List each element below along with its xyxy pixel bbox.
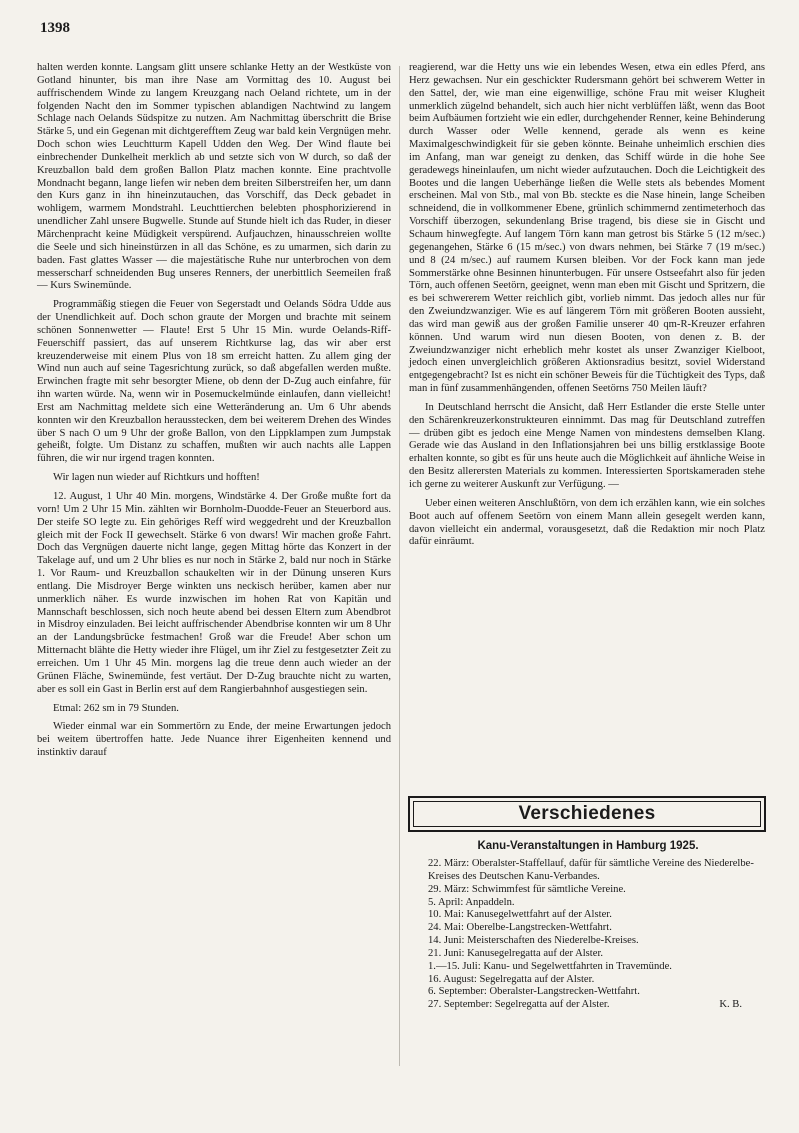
event-item: 16. August: Segelregatta auf der Alster.: [428, 973, 595, 985]
event-item: 21. Juni: Kanusegelregatta auf der Alster.: [428, 947, 604, 959]
paragraph: Ueber einen weiteren Anschlußtörn, von dem ich erzählen kann, wie ein solches Boot auch auf offenem Seetörn von einem Mann allein gesegelt werden kann, davon vielleicht ein andermal, vorausgesetzt, daß die Redaktion mir noch Platz dafür einräumt.: [409, 497, 765, 548]
left-column: [37, 62, 391, 766]
paragraph: halten werden konnte. Langsam glitt unsere schlanke Hetty an der Westküste von Gotland hinunter, bis man ihre Nase am Vormittag des 10. August bei auffrischendem Winde zu langem Kreuzgang nach Oeland richtete, um in der folgenden Nacht den im Sommer typischen ablandigen Nachtwind zu langem Schlage nach Oelands Südspitze zu nutzen. Am Nachmittag überschritt die Brise Stärke 5, und ein Gegenan mit dichtgerefftem Zeug war bald kein Vergnügen mehr. Doch schon wies Leuchtturm Kapell Udden den Weg. Der Wind flaute bei einbrechender Dunkelheit merklich ab und setzte sich von W durch, so daß der Kreuzballon bald dem großen Ballon Platz machen konnte. Eine prachtvolle Mondnacht begann, lange liefen wir neben dem breiten Silberstreifen her, um dann den Kurs ganz in ihn hineinzutauchen, das Vorschiff, das Deck gebadet in wohligem, warmem Mondstrahl. Leuchttierchen belebten phosphorizierend in unendlicher Zahl unsere Bugwelle. Stunde auf Stunde hielt ich das Ruder, in dieser Märchenpracht keine Müdigkeit verspürend. Aufjauchzen, hinausschreien wollte die Seele und sich hineinstürzen in all das Schöne, es zu umarmen, sich darin zu baden. Fast glattes Wasser — die majestätische Ruhe nur unterbrochen von dem messerscharf schneidenden Bug unseres Renners, der unerbittlich Seemeilen fraß — Kurs Swinemünde.: [37, 62, 391, 292]
section-header-box: [408, 796, 766, 832]
event-item: 6. September: Oberalster-Langstrecken-Wettfahrt.: [428, 986, 640, 998]
paragraph: reagierend, war die Hetty uns wie ein lebendes Wesen, etwa ein edles Pferd, ans Herz gewachsen. Nur ein geschickter Rudersmann gehört bei schwerem Wetter in den Sattel, der, wie man eine eigenwillige, schöne Frau mit weiser Klugheit unmerklich zügelnd behandelt, sich auch hier nicht verblüffen läßt, wenn das Boot beim Aufbäumen fortzieht wie ein edler, durchgehender Renner, keine Behinderung durch Wasser oder Welle kennend, gerade als wenn es keine Maximalgeschwindigkeit für sie geben könnte. Beinahe unheimlich erschien dies im Anfang, man war geneigt zu denken, das Schiff würde in die hohe See geradewegs hineinlaufen, um nicht wieder aufzutauchen. Doch die Leichtigkeit des Bootes und die langen Ueberhänge ließen die Welle stets als bebendes Moment erscheinen. Mal von Stb., mal von Bb. steckte es die Nase hinein, lange Scheiben schneidend, die in vollkommener Ebene, grünlich schimmernd zentimeterhoch das Vorschiff überzogen, sekundenlang Brise tragend, bis diese sie in Gischt und Schaum hinwegfegte. Auf langem Törn kann man getrost bis Stärke 5 (12 m/sec.) gegenangehen, Stärke 6 (15 m/sec.) von dwars nehmen, bei Stärke 7 (19 m/sec.) und 8 (24 m/sec.) auf raumem Kursen bleiben. Vor der Fock kann man jede Sommerstärke ohne Besinnen hinunterbugen. Für unsere Ostseefahrt also für jeden Törn, auch offenen Seetörn, geeignet, wenn man eben mit Gischt und Spritzern, die es bei schwererem Wetter reichlich gibt, vorlieb nimmt. Das jedoch alles nur für den Zweiundzwanziger. Wie es auf längerem Törn mit größeren Booten aussieht, das wird man gewiß aus der großen Familie unserer 40 qm-R-Kreuzer erfahren können. Und warum wird nun diesen Booten, von denen z. B. der Zweiundzwanziger nicht erheblich mehr kostet als unser Zwanziger Kielboot, jedoch einen unvergleichlich größeren Aktionsradius besitzt, soviel Widerstand entgegengebracht? Ist es nicht ein schöner Beweis für die Tüchtigkeit des Typs, daß man in fünf zusammenhängenden, offenen Seetörns 750 Meilen läuft?: [409, 62, 765, 395]
event-item: [428, 999, 768, 1012]
right-column: [409, 62, 765, 555]
paragraph: 12. August, 1 Uhr 40 Min. morgens, Windstärke 4. Der Große mußte fort da vorn! Um 2 Uhr 15 Min. zählten wir Bornholm-Duodde-Feuer an Steuerbord aus. Der steife SO legte zu. Ein gehöriges Reff wird weggedreht und der Kreuzballon gleich mit der Fock II gewechselt. Stärke 6 von dwars! Wir machen große Fahrt. Doch das Vergnügen dauerte nicht lange, gegen Mittag hörte das Konzert in der Takelage auf, und um 2 Uhr blies es nur noch in Stärke 2, bald nur noch in Stärke 1. Vor Raum- und Kreuzballon schaukelten wir in der Dünung unseren Kurs entlang. Die Misdroyer Berge winkten uns neckisch herüber, kamen aber nur unmerklich näher. Es wurde inzwischen im hohen Rat von Kapitän und Mannschaft beschlossen, sich noch heute abend bei dessen Eltern zum Abendbrot in Misdroy einzuladen. Bei leicht auffrischender Abendbrise konnten wir um 8 Uhr an der Landungsbrücke festmachen! Groß war die Freude! Aber schon um Mitternacht blähte die Hetty wieder ihre Flügel, um ihr Ziel zu festgesetzter Zeit zu erreichen. Um 1 Uhr 45 Min. morgens lag die treue denn auch wieder an der Grünen Fläche, Swinemünde, fest vertäut. Der D-Zug brauchte nicht zu warten, aber es soll ein Gast in Berlin erst auf dem Rangierbahnhof ausgestiegen sein.: [37, 491, 391, 695]
paragraph: Programmäßig stiegen die Feuer von Segerstadt und Oelands Södra Udde aus der Unendlichkeit auf. Doch schon graute der Morgen und brachte mit seinem schönen Sonnenwetter — Flaute! Erst 5 Uhr 15 Min. wurde Oelands-Riff-Feuerschiff passiert, das auf unserem Richtkurse lag, das wir aber erst kreuzenderweise mit einem Plus von 18 sm erreicht hatten. Zu allem ging der Wind nun auch auf seine Tagesrichtung zurück, so daß abgefallen werden mußte. Erwinchen fragte mit sehr besorgter Miene, ob denn der D-Zug auch einfahre, für ihn warten würde. Na, wenn wir in Posemuckelmünde einlaufen, dann vielleicht! Erst am Nachmittag meldete sich eine Wetteränderung an. Um 6 Uhr abends konnten wir den Kreuzballon herausstecken, dem bei weiterem Drehen des Windes über S nach O um 9 Uhr der große Ballon, von den Lippklampen zum Jumpstak geheißt, folgte. Um Distanz zu schaffen, mußten wir auch nachts alle Lappen führen, die wir nur irgend tragen konnten.: [37, 299, 391, 465]
paragraph: In Deutschland herrscht die Ansicht, daß Herr Estlander die erste Stelle unter den Schärenkreuzerkonstrukteuren einnimmt. Das mag für Deutschland zutreffen — drüben gibt es jedoch eine Menge Namen von mindestens demselben Klang. Gerade wie das Ausland in den Inflationsjahren bei uns billig erstklassige Boote erhalten konnte, so gibt es für uns heute auch die Möglichkeit auf ähnliche Weise in den Besitz allerersten Materials zu kommen. Interessierten Sportskameraden stehe ich gerne zu weiterer Auskunft zur Verfügung. —: [409, 401, 765, 490]
page-number: 1398: [40, 20, 70, 36]
events-list: [428, 858, 768, 1012]
event-item: 22. März: Oberalster-Staffellauf, dafür für sämtliche Vereine des Niederelbe-Kreises des Deutschen Kanu-Verbandes.: [428, 858, 754, 882]
event-item: 14. Juni: Meisterschaften des Niederelbe-Kreises.: [428, 935, 639, 947]
event-item: 29. März: Schwimmfest für sämtliche Vereine.: [428, 883, 626, 895]
paragraph: Etmal: 262 sm in 79 Stunden.: [53, 702, 179, 714]
events-title: Kanu-Veranstaltungen in Hamburg 1925.: [477, 840, 699, 852]
event-item: 5. April: Anpaddeln.: [428, 896, 515, 908]
paragraph: Wir lagen nun wieder auf Richtkurs und hofften!: [53, 472, 260, 484]
event-item: 10. Mai: Kanusegelwettfahrt auf der Alster.: [428, 909, 612, 921]
event-item: 24. Mai: Oberelbe-Langstrecken-Wettfahrt.: [428, 922, 612, 934]
column-divider: [399, 66, 400, 1066]
author-signature: K. B.: [719, 999, 742, 1011]
paragraph: Wieder einmal war ein Sommertörn zu Ende, der meine Erwartungen jedoch bei weitem übertroffen hatte. Jede Nuance ihrer Eigenheiten kennend und instinktiv darauf: [37, 721, 391, 759]
event-text: 27. September: Segelregatta auf der Alster.: [428, 999, 610, 1011]
event-item: 1.—15. Juli: Kanu- und Segelwettfahrten in Travemünde.: [428, 960, 672, 972]
section-title: Verschiedenes: [518, 803, 656, 824]
